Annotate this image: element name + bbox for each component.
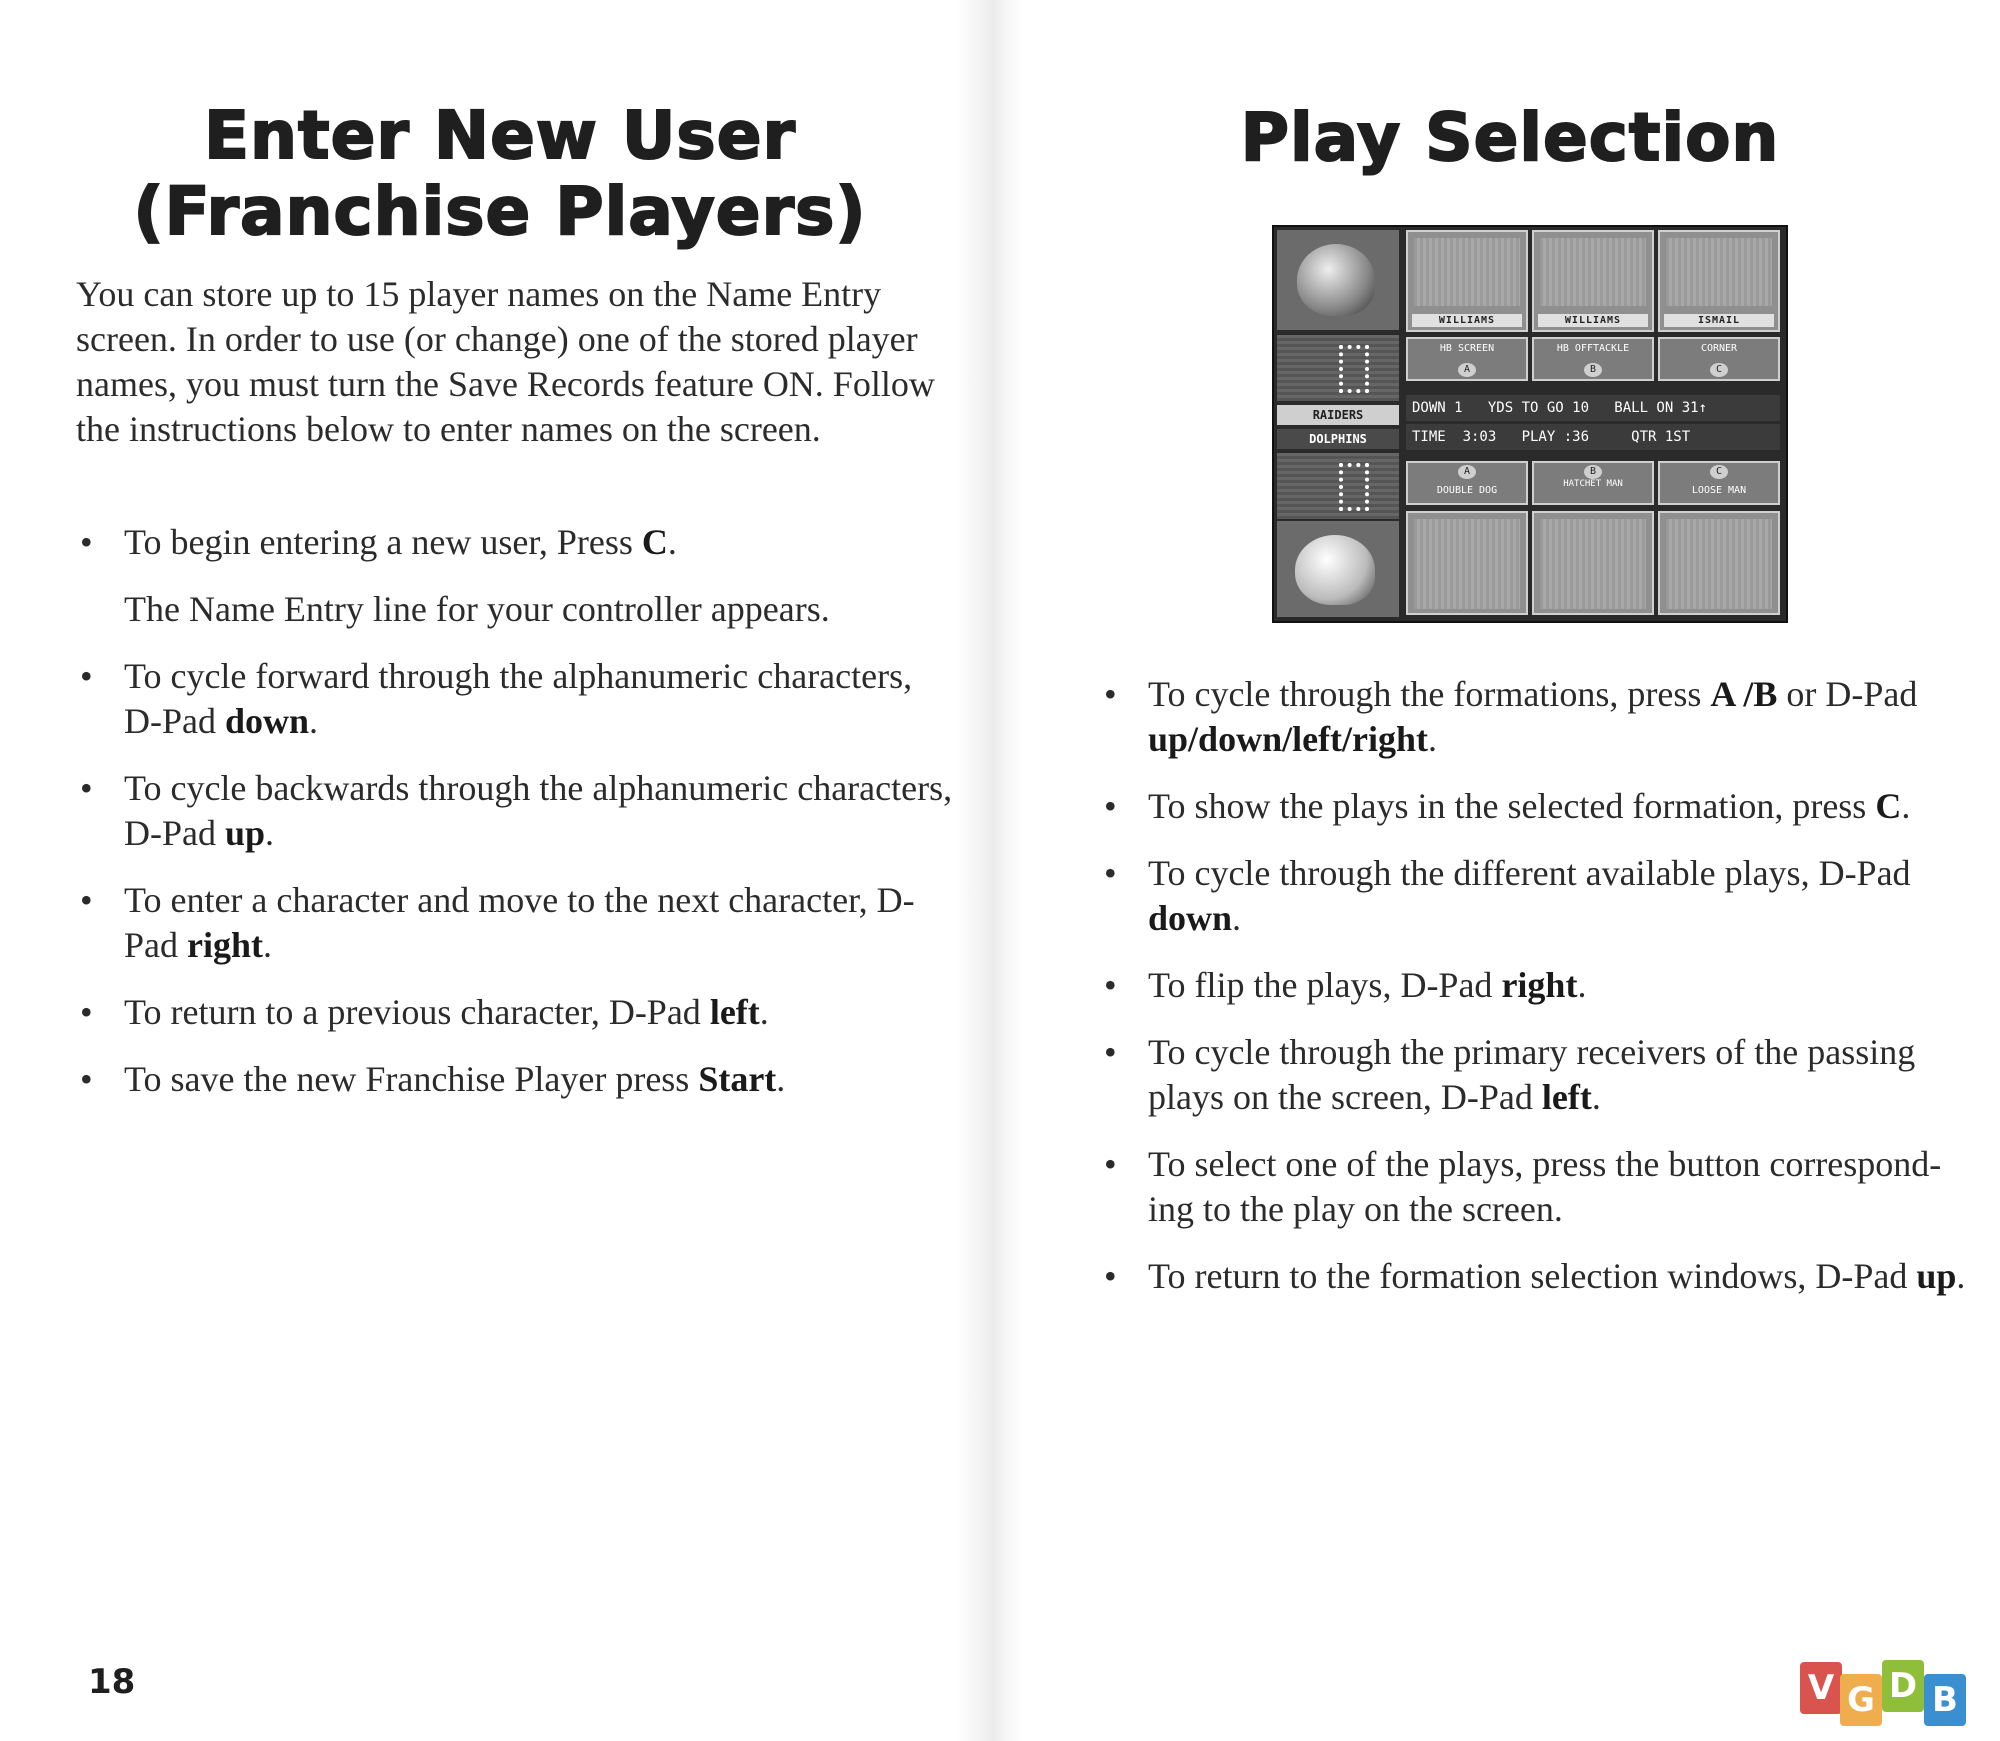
button-c-icon: C: [1710, 465, 1728, 479]
offense-play-c: CORNER C: [1658, 337, 1780, 381]
time-info-line: TIME 3:03 PLAY :36 QTR 1ST: [1406, 424, 1780, 450]
score-digit-icon: [1339, 345, 1369, 393]
list-item: • To cycle through the different available plays, D-Pad down.: [1104, 853, 1911, 938]
bullet-icon: •: [1104, 853, 1117, 893]
vgdb-watermark-logo: [1800, 1660, 1990, 1730]
bullet-icon: •: [1104, 1256, 1117, 1296]
button-c-icon: C: [1710, 363, 1728, 377]
list-item: • To return to the formation selection windows, D-Pad up.: [1100, 1254, 1980, 1299]
right-page: [1020, 0, 2000, 1741]
list-item: • To cycle backwards through the alphanumeric characters, D-Pad up.: [80, 768, 953, 853]
defense-play-a: A DOUBLE DOG: [1406, 461, 1528, 505]
title-line-1: Enter New User: [203, 97, 797, 174]
score-panel-top: [1277, 335, 1399, 401]
list-item: • To cycle through the primary receivers of the passing plays on the screen, D-Pad left.: [1104, 1032, 1916, 1117]
defense-formation-3: [1658, 511, 1780, 615]
bullet-icon: •: [80, 1059, 93, 1099]
dolphins-logo-panel: [1277, 521, 1399, 617]
bullet-icon: •: [1104, 965, 1117, 1005]
list-item: • To save the new Franchise Player press Start.: [76, 1057, 956, 1102]
play-diagram: [1540, 519, 1646, 609]
intro-paragraph: You can store up to 15 player names on the Name Entry screen. In order to use (or change) one of the stored player names, you must turn the Save Records feature ON. Follow the instructions below to enter names on the screen.: [76, 274, 935, 449]
button-a-icon: A: [1458, 465, 1476, 479]
list-item: • To return to a previous character, D-Pad left.: [76, 990, 956, 1035]
raiders-helmet-icon: [1297, 244, 1375, 316]
bullet-icon: •: [80, 656, 93, 696]
bullet-icon: •: [80, 522, 93, 562]
list-item: • To begin entering a new user, Press C. The Name Entry line for your controller appears.: [76, 520, 956, 632]
button-b-icon: B: [1584, 465, 1602, 479]
list-item: • To cycle through the formations, press A /B or D-Pad up/down/left/right.: [1104, 674, 1918, 759]
list-item: • To cycle forward through the alphanumeric characters, D-Pad down.: [80, 656, 913, 741]
play-selection-screenshot: [1272, 225, 1788, 623]
button-b-icon: B: [1584, 363, 1602, 377]
list-item: • To select one of the plays, press the button correspond-ing to the play on the screen.: [1104, 1144, 1942, 1229]
list-item: • To flip the plays, D-Pad right.: [1100, 963, 1980, 1008]
defense-play-b: B HATCHET MAN: [1532, 461, 1654, 505]
offense-play-b: HB OFFTACKLE B: [1532, 337, 1654, 381]
team-dolphins: DOLPHINS: [1277, 429, 1399, 449]
score-digit-icon: [1339, 463, 1369, 511]
bullet-icon: •: [1104, 1144, 1117, 1184]
list-item: • To show the plays in the selected formation, press C.: [1100, 784, 1980, 829]
list-item: • To enter a character and move to the next character, D-Pad right.: [80, 880, 915, 965]
offense-formation-1: WILLIAMS: [1406, 230, 1528, 332]
bullet-icon: •: [1104, 786, 1117, 826]
bullet-icon: •: [80, 992, 93, 1032]
bullet-icon: •: [80, 880, 93, 920]
raiders-logo-panel: [1277, 230, 1399, 330]
offense-play-a: HB SCREEN A: [1406, 337, 1528, 381]
play-diagram: [1414, 519, 1520, 609]
left-page: [0, 0, 990, 1741]
down-info-line: DOWN 1 YDS TO GO 10 BALL ON 31↑: [1406, 395, 1780, 421]
vgdb-letter-b: B: [1924, 1674, 1966, 1726]
play-diagram: [1540, 238, 1646, 306]
button-a-icon: A: [1458, 363, 1476, 377]
left-instruction-list: [76, 520, 956, 1124]
title-line-2: (Franchise Players): [133, 173, 867, 250]
vgdb-letter-d: D: [1882, 1660, 1924, 1712]
play-diagram: [1414, 238, 1520, 306]
defense-play-c: C LOOSE MAN: [1658, 461, 1780, 505]
vgdb-letter-v: V: [1800, 1662, 1842, 1714]
left-page-title: [60, 98, 940, 250]
sub-note: The Name Entry line for your controller appears.: [124, 589, 830, 629]
offense-formation-3: ISMAIL: [1658, 230, 1780, 332]
play-diagram: [1666, 519, 1772, 609]
dolphins-helmet-icon: [1295, 535, 1375, 605]
bullet-icon: •: [1104, 674, 1117, 714]
bullet-icon: •: [80, 768, 93, 808]
right-page-title: Play Selection: [1240, 99, 1780, 176]
right-instruction-list: [1100, 672, 1980, 1321]
offense-formation-2: WILLIAMS: [1532, 230, 1654, 332]
defense-formation-2: [1532, 511, 1654, 615]
vgdb-letter-g: G: [1840, 1674, 1882, 1726]
play-diagram: [1666, 238, 1772, 306]
team-raiders: RAIDERS: [1277, 405, 1399, 425]
score-panel-bottom: [1277, 453, 1399, 519]
defense-formation-1: [1406, 511, 1528, 615]
bullet-icon: •: [1104, 1032, 1117, 1072]
page-number: 18: [88, 1662, 136, 1702]
